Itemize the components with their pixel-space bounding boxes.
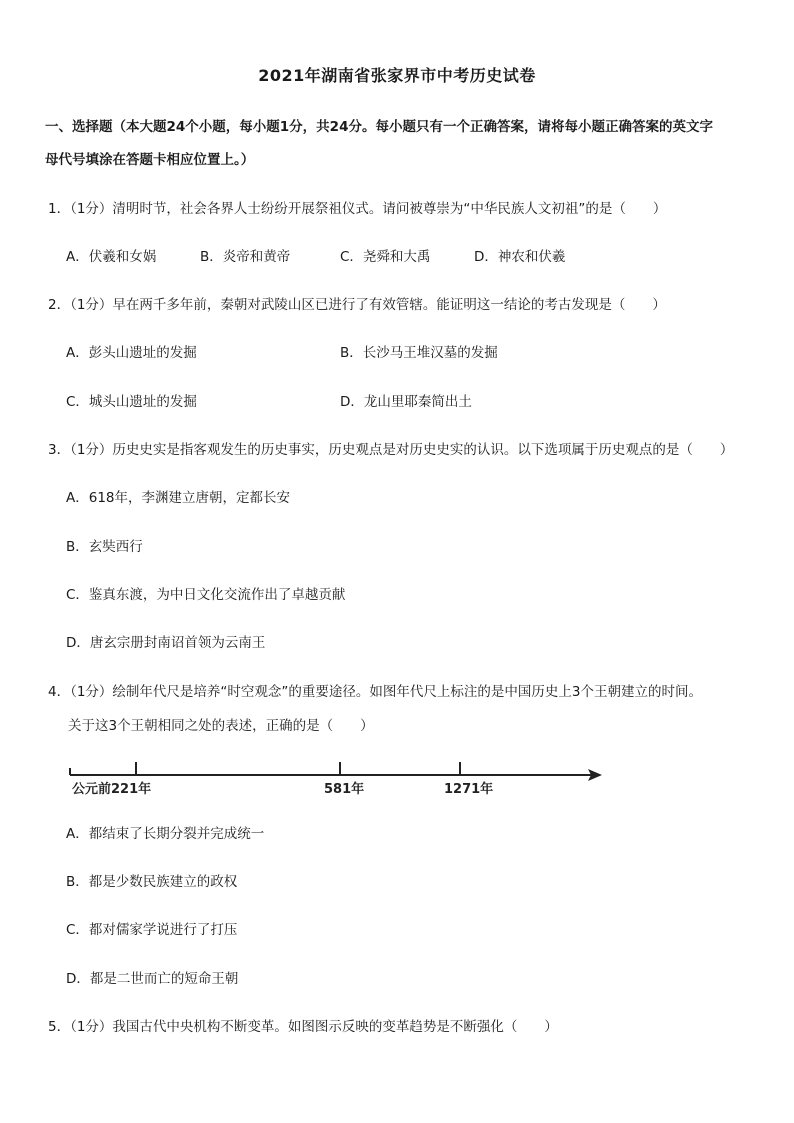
question-4-option-d: D．都是二世而亡的短命王朝 <box>66 971 239 987</box>
question-4-option-c: C．都对儒家学说进行了打压 <box>66 922 238 938</box>
timeline-label-1: 公元前221年 <box>72 782 152 797</box>
question-3-option-c: C．鉴真东渡，为中日文化交流作出了卓越贡献 <box>66 587 346 603</box>
question-4-option-b: B．都是少数民族建立的政权 <box>66 874 238 890</box>
question-1-stem: 1．（1分）清明时节，社会各界人士纷纷开展祭祖仪式。请问被尊崇为“中华民族人文初祖”的是（ ） <box>48 201 667 217</box>
question-3-option-a: A．618年，李渊建立唐朝，定都长安 <box>66 490 291 506</box>
question-2-option-d: D．龙山里耶秦简出土 <box>340 394 472 410</box>
question-2-stem: 2．（1分）早在两千多年前，秦朝对武陵山区已进行了有效管辖。能证明这一结论的考古发现是（ ） <box>48 297 666 313</box>
question-1-option-c: C．尧舜和大禹 <box>340 249 431 265</box>
timeline-figure <box>68 758 608 802</box>
question-5-stem: 5．（1分）我国古代中央机构不断变革。如图图示反映的变革趋势是不断强化（ ） <box>48 1019 558 1035</box>
question-2-option-c: C．城头山遗址的发掘 <box>66 394 197 410</box>
timeline-label-3: 1271年 <box>444 782 494 797</box>
question-1-option-b: B．炎帝和黄帝 <box>200 249 291 265</box>
question-4-option-a: A．都结束了长期分裂并完成统一 <box>66 826 265 842</box>
section-heading-line-1: 一、选择题（本大题24个小题，每小题1分，共24分。每小题只有一个正确答案，请将每小题正确答案的英文字 <box>45 119 713 135</box>
question-3-stem: 3．（1分）历史史实是指客观发生的历史事实，历史观点是对历史史实的认识。以下选项属于历史观点的是（ ） <box>48 442 734 458</box>
timeline-svg <box>68 758 608 802</box>
question-1-option-d: D．神农和伏羲 <box>474 249 566 265</box>
section-heading-line-2: 母代号填涂在答题卡相应位置上。） <box>45 152 255 168</box>
page-title: 2021年湖南省张家界市中考历史试卷 <box>258 66 536 85</box>
question-4-stem: 4．（1分）绘制年代尺是培养“时空观念”的重要途径。如图年代尺上标注的是中国历史上3个王朝建立的时间。 <box>48 684 703 700</box>
question-3-option-d: D．唐玄宗册封南诏首领为云南王 <box>66 635 266 651</box>
question-1-option-a: A．伏羲和女娲 <box>66 249 157 265</box>
question-2-option-b: B．长沙马王堆汉墓的发掘 <box>340 345 498 361</box>
question-4-stem-continued: 关于这3个王朝相同之处的表述，正确的是（ ） <box>68 718 374 734</box>
question-2-option-a: A．彭头山遗址的发掘 <box>66 345 197 361</box>
question-3-option-b: B．玄奘西行 <box>66 539 143 555</box>
timeline-label-2: 581年 <box>324 782 365 797</box>
